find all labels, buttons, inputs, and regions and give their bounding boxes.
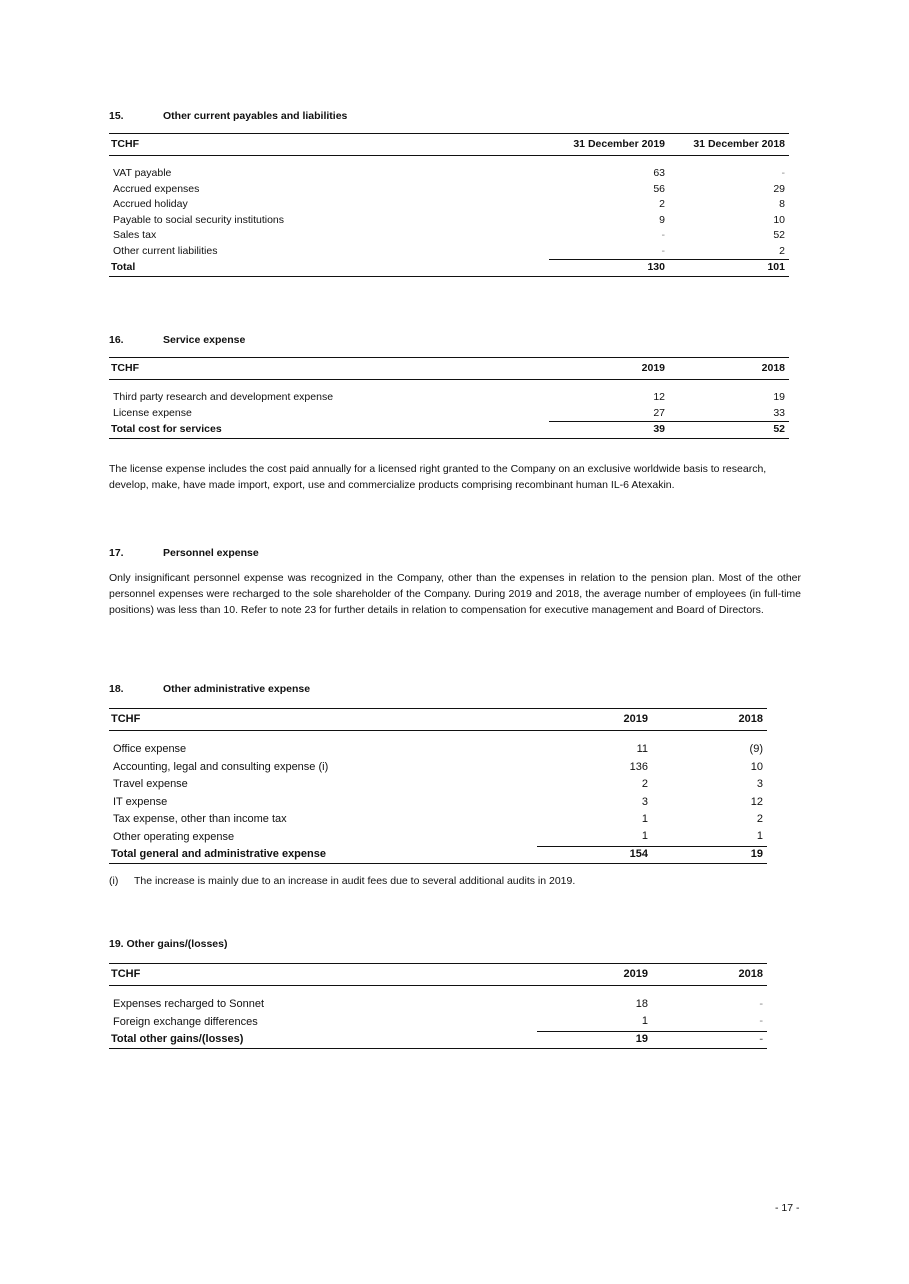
row-label: Tax expense, other than income tax <box>113 813 287 825</box>
table-header-row <box>109 358 789 380</box>
value-2018: 10 <box>750 760 763 773</box>
note-16-heading <box>109 333 801 347</box>
note-title: 19. Other gains/(losses) <box>109 938 228 950</box>
row-label: Foreign exchange differences <box>113 1015 258 1028</box>
row-label: Accounting, legal and consulting expense (i) <box>113 760 329 773</box>
table-row <box>109 390 789 406</box>
column-header: 2019 <box>537 964 652 986</box>
row-label: Other current liabilities <box>113 244 218 257</box>
value-2019: 136 <box>629 760 648 773</box>
value-2018: 8 <box>779 198 785 210</box>
total-2018: 101 <box>669 260 789 277</box>
note-title: Other administrative expense <box>163 683 311 695</box>
row-label: Travel expense <box>113 778 188 790</box>
note-16-section <box>109 333 801 493</box>
table-row <box>109 996 767 1014</box>
admin-expense-table <box>109 708 767 864</box>
note-number: 15. <box>109 110 124 122</box>
note-18-heading <box>109 682 769 696</box>
personnel-expense-text: Only insignificant personnel expense was recognized in the Company, other than the expenses in relation to the pension plan. Most of the other personnel expenses were recharged to the sole shareholder of the Company. During 2019 and 2018, the average number of employees (in full-time positions) was less than 10. Refer to note 23 for further details in relation to compensation for executive management and Board of Directors. <box>109 572 801 616</box>
value-2018: 52 <box>773 229 785 241</box>
row-label: IT expense <box>113 795 168 808</box>
column-header: 2018 <box>652 964 767 986</box>
value-2018: - <box>759 998 763 1010</box>
total-2019: 39 <box>549 422 669 439</box>
value-2019: 63 <box>653 167 665 179</box>
table-row <box>109 1014 767 1032</box>
row-label: Payable to social security institutions <box>113 213 284 226</box>
value-2019: 27 <box>549 406 669 422</box>
total-2018: - <box>652 1031 767 1049</box>
note-19-section <box>109 937 769 1049</box>
table-row <box>109 197 789 213</box>
row-label: Accrued expenses <box>113 182 200 195</box>
total-row <box>109 1031 767 1049</box>
table-row <box>109 794 767 812</box>
value-2018: 33 <box>669 406 789 422</box>
row-label: Accrued holiday <box>113 198 188 210</box>
table-row <box>109 166 789 182</box>
row-label: Other operating expense <box>113 830 235 843</box>
note-number: 17. <box>109 547 124 559</box>
column-header: 2018 <box>652 709 767 731</box>
table-row <box>109 741 767 759</box>
value-2018: 2 <box>669 244 789 260</box>
value-2018: 19 <box>773 391 785 403</box>
payables-table <box>109 133 789 277</box>
service-expense-table <box>109 357 789 439</box>
footnote <box>109 874 769 888</box>
value-2019: 2 <box>641 778 648 790</box>
note-19-heading <box>109 937 769 951</box>
total-row <box>109 260 789 277</box>
total-2018: 52 <box>669 422 789 439</box>
total-2019: 130 <box>549 260 669 277</box>
row-label: License expense <box>113 406 192 419</box>
value-2019: - <box>549 244 669 260</box>
column-header: 2018 <box>669 358 789 380</box>
license-expense-note: The license expense includes the cost paid annually for a licensed right granted to the Company on an exclusive worldwide basis to research, develop, make, have made import, export, use and commercialize products comprising recombinant human IL-6 Atexakin. <box>109 462 767 491</box>
total-2019: 154 <box>537 846 652 864</box>
value-2019: 1 <box>537 1014 652 1032</box>
table-row <box>109 182 789 198</box>
note-number: 16. <box>109 334 124 346</box>
total-2019: 19 <box>537 1031 652 1049</box>
row-label: Expenses recharged to Sonnet <box>113 998 265 1010</box>
table-row <box>109 213 789 229</box>
value-2018: (9) <box>749 743 763 755</box>
row-label: Office expense <box>113 743 187 755</box>
table-row <box>109 759 767 777</box>
column-header: 31 December 2018 <box>669 134 789 156</box>
note-17-section <box>109 546 801 618</box>
total-label: Total general and administrative expense <box>109 846 537 864</box>
table-row <box>109 811 767 829</box>
value-2018: 1 <box>652 829 767 847</box>
note-18-section <box>109 682 769 888</box>
column-header: TCHF <box>109 964 537 986</box>
column-header: TCHF <box>109 358 549 380</box>
table-row <box>109 244 789 260</box>
value-2019: 11 <box>636 743 648 755</box>
column-header: 31 December 2019 <box>549 134 669 156</box>
row-label: Third party research and development expense <box>113 391 334 403</box>
value-2018: 12 <box>750 795 763 808</box>
note-title: Service expense <box>163 334 246 346</box>
column-header: 2019 <box>537 709 652 731</box>
total-row <box>109 422 789 439</box>
total-label: Total <box>109 260 549 277</box>
table-header-row <box>109 964 767 986</box>
value-2019: 1 <box>537 829 652 847</box>
note-title: Other current payables and liabilities <box>163 110 348 122</box>
value-2018: 3 <box>756 778 763 790</box>
value-2019: 56 <box>653 182 665 195</box>
table-row <box>109 829 767 847</box>
table-header-row <box>109 134 789 156</box>
table-row <box>109 776 767 794</box>
value-2019: 1 <box>641 813 648 825</box>
row-label: VAT payable <box>113 167 172 179</box>
value-2019: 12 <box>653 391 665 403</box>
total-label: Total cost for services <box>109 422 549 439</box>
total-row <box>109 846 767 864</box>
table-header-row <box>109 709 767 731</box>
value-2018: - <box>781 167 785 179</box>
row-label: Sales tax <box>113 229 157 241</box>
column-header: TCHF <box>109 134 549 156</box>
value-2019: 3 <box>641 795 648 808</box>
column-header: TCHF <box>109 709 537 731</box>
table-row <box>109 228 789 244</box>
value-2019: 18 <box>635 998 648 1010</box>
footnote-mark: (i) <box>109 875 119 887</box>
note-number: 18. <box>109 683 124 695</box>
value-2018: 29 <box>773 182 785 195</box>
total-2018: 19 <box>652 846 767 864</box>
note-17-heading <box>109 546 801 560</box>
value-2019: - <box>661 229 665 241</box>
footnote-text: The increase is mainly due to an increase in audit fees due to several additional audits in 2019. <box>134 875 576 887</box>
column-header: 2019 <box>549 358 669 380</box>
note-15-heading <box>109 109 789 123</box>
page-number: - 17 - <box>775 1202 800 1214</box>
value-2019: 2 <box>659 198 665 210</box>
other-gains-table <box>109 963 767 1049</box>
note-15-section <box>109 109 789 277</box>
note-title: Personnel expense <box>163 547 259 559</box>
value-2019: 9 <box>659 213 665 226</box>
value-2018: 10 <box>773 213 785 226</box>
total-label: Total other gains/(losses) <box>109 1031 537 1049</box>
value-2018: 2 <box>756 813 763 825</box>
value-2018: - <box>652 1014 767 1032</box>
table-row <box>109 406 789 422</box>
